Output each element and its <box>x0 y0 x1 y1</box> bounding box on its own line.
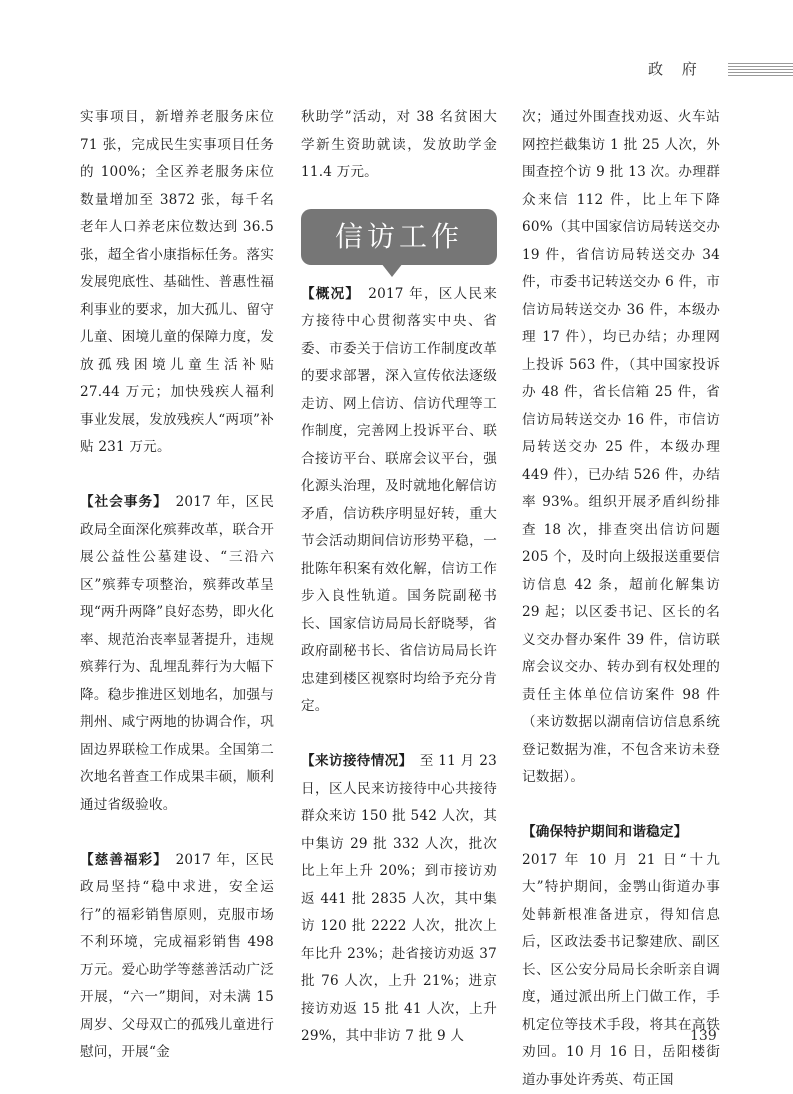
section-title: 政 府 <box>648 60 704 78</box>
paragraph: 实事项目，新增养老服务床位 71 张，完成民生实事项目任务的 100%；全区养老服务床位数量增加至 3872 张，每千名老年人口养老床位数达到 36.5 张，超全省小康指标任务。落实发展兜底性、基础性、普惠性福利事业的要求，加大孤儿、留守儿童、困境儿童的保障力度，发放孤残困境儿童生活补贴 27.44 万元；加快残疾人福利事业发展，发放残疾人“两项”补贴 231 万元。 <box>80 109 274 455</box>
paragraph: 【概况】 2017 年，区人民来方接待中心贯彻落实中央、省委、市委关于信访工作制度改革的要求部署，深入宣传依法逐级走访、网上信访、信访代理等工作制度，完善网上投诉平台、联合接访平台、联席会议平台，强化源头治理，及时就地化解信访矛盾，信访秩序明显好转，重大节会活动期间信访形势平稳，一批陈年积案有效化解，信访工作步入良性轨道。国务院副秘书长、国家信访局局长舒晓琴，省政府副秘书长、省信访局局长许忠建到楼区视察时均给予充分肯定。 <box>301 285 497 714</box>
header-decoration-lines <box>728 63 793 77</box>
paragraph: 【慈善福彩】 2017 年，区民政局坚持“稳中求进，安全运行”的福彩销售原则，克服市场不利环境，完成福彩销售 498 万元。爱心助学等慈善活动广泛开展，“六一”期间，对未满 15 周岁、父母双亡的孤残儿童进行慰问，开展“金 <box>80 851 274 1060</box>
section-keyword: 【概况】 <box>301 285 354 302</box>
paragraph: 秋助学”活动，对 38 名贫困大学新生资助就读，发放助学金 11.4 万元。 <box>301 109 497 180</box>
column-1 <box>80 104 274 1067</box>
section-keyword: 【确保特护期间和谐稳定】 <box>522 824 688 840</box>
paragraph: 【社会事务】 2017 年，区民政局全面深化殡葬改革，联合开展公益性公墓建设、“三沿六区”殡葬专项整治，殡葬改革呈现“两升两降”良好态势，即火化率、规范治丧率显著提升，违规殡葬行为、乱埋乱葬行为大幅下降。稳步推进区划地名，加强与荆州、咸宁两地的协调合作，巩固边界联检工作成果。全国第二次地名普查工作成果丰硕，顺利通过省级验收。 <box>80 494 274 813</box>
column-3 <box>522 104 720 1094</box>
page-number: 139 <box>690 1028 717 1044</box>
paragraph: 【来访接待情况】 至 11 月 23 日，区人民来访接待中心共接待群众来访 150 批 542 人次，其中集访 29 批 332 人次，批次比上年上升 20%；到市接访劝返 441 批 2835 人次，其中集访 120 批 2222 人次，批次上年比升 23%；赴省接访劝返 37 批 76 人次，上升 21%；进京接访劝返 15 批 41 人次，上升 29%，其中非访 7 批 9 人 <box>301 753 497 1044</box>
column-2 <box>301 104 497 1051</box>
banner-title: 信访工作 <box>334 219 463 253</box>
section-keyword: 【社会事务】 <box>80 494 161 510</box>
section-keyword: 【慈善福彩】 <box>80 851 161 868</box>
paragraph: 【确保特护期间和谐稳定】 2017 年 10 月 21 日“十九大”特护期间，金鹗山街道办事处韩新根准备进京，得知信息后，区政法委书记黎建欣、副区长、区公安分局局长余昕亲自调度，通过派出所上门做工作，手机定位等技术手段，将其在高铁劝回。10 月 16 日，岳阳楼街道办事处许秀英、苟正国 <box>522 824 720 1088</box>
paragraph: 次；通过外围查找劝返、火车站网控拦截集访 1 批 25 人次，外围查控个访 9 批 13 次。办理群众来信 112 件，比上年下降 60%（其中国家信访局转送交办 19 件，省信访局转送交办 34 件，市委书记转送交办 6 件，市信访局转送交办 36 件，本级办理 17 件），均已办结；办理网上投诉 563 件，（其中国家投诉办 48 件，省长信箱 25 件，省信访局转送交办 16 件，市信访局转送交办 25 件，本级办理 449 件），已办结 526 件，办结率 93%。组织开展矛盾纠纷排查 18 次，排查突出信访问题 205 个，及时向上级报送重要信访信息 42 条，超前化解集访 29 起；以区委书记、区长的名义交办督办案件 39 件，信访联席会议交办、转办到有权处理的责任主体单位信访案件 98 件（来访数据以湖南信访信息系统登记数据为准，不包含来访未登记数据）。 <box>522 109 720 785</box>
section-keyword: 【来访接待情况】 <box>301 753 406 769</box>
section-banner <box>301 209 497 271</box>
